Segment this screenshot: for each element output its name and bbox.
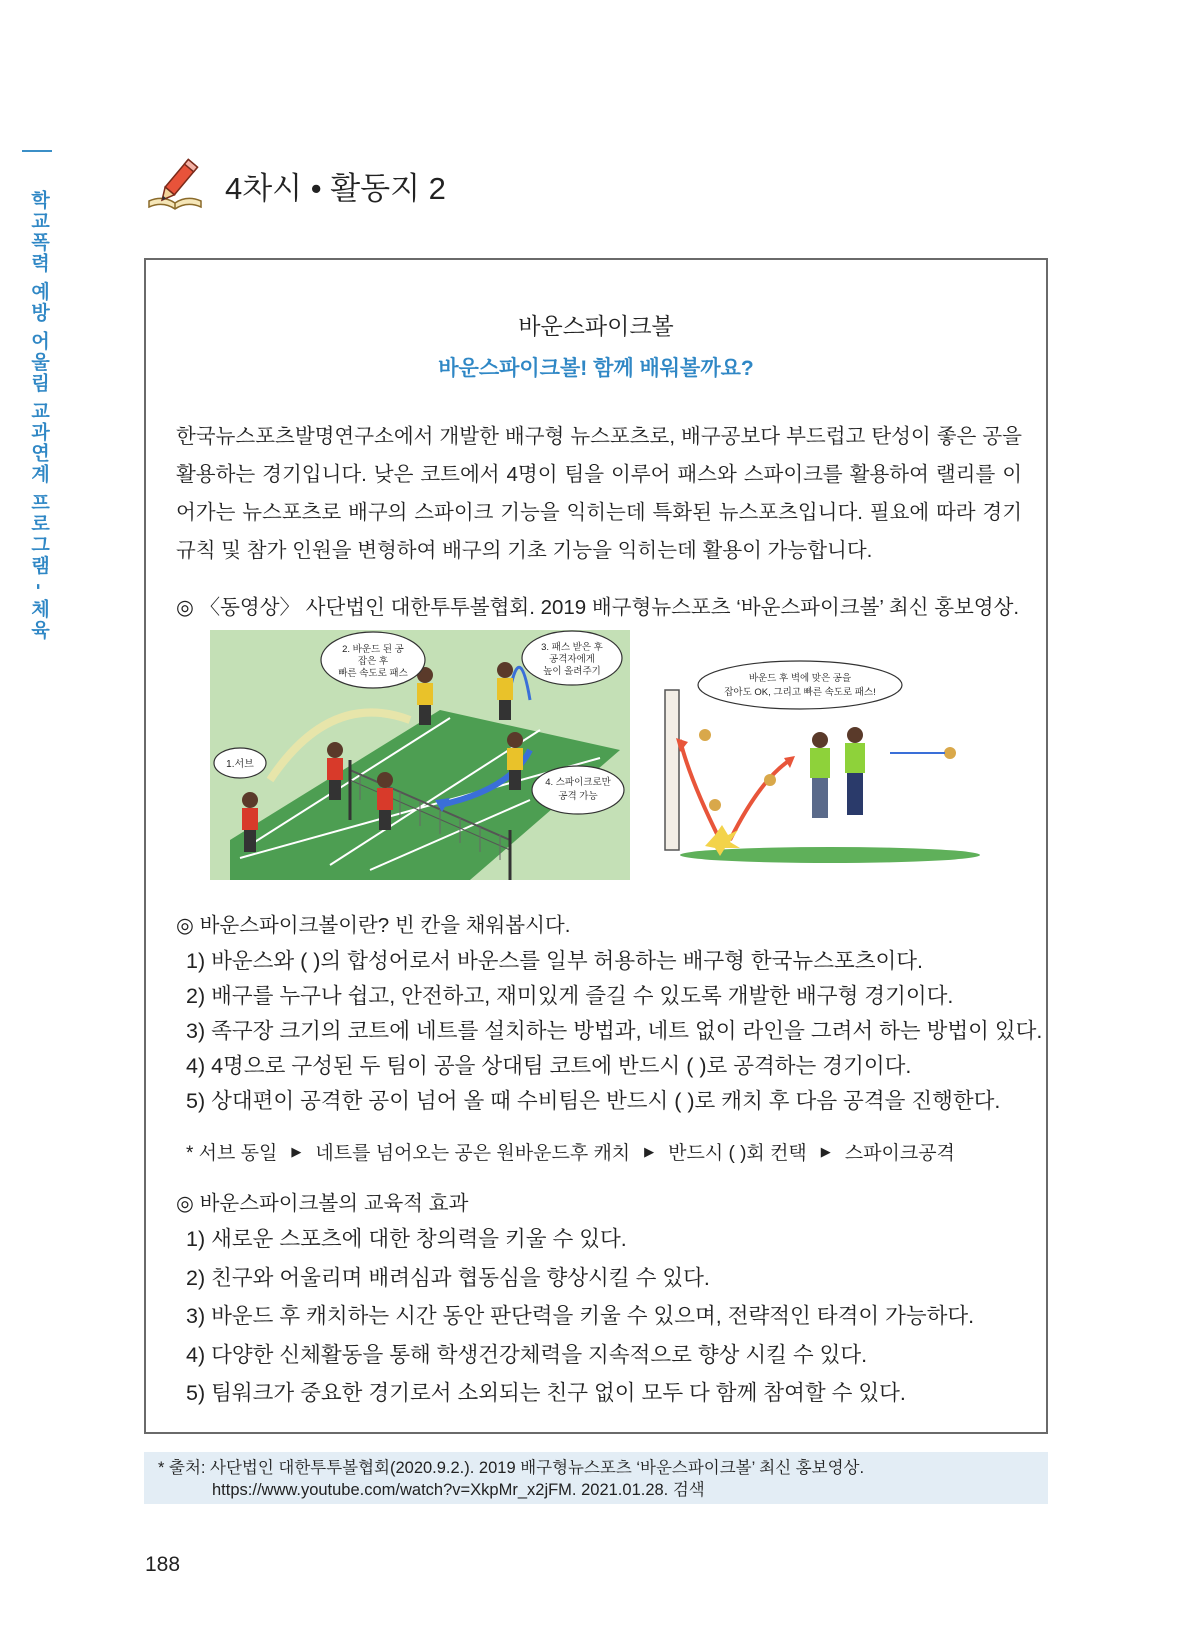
svg-text:잡아도 OK, 그리고 빠른 속도로 패스!: 잡아도 OK, 그리고 빠른 속도로 패스!: [724, 687, 876, 698]
page-header: [145, 155, 446, 215]
source-url: https://www.youtube.com/watch?v=XkpMr_x2jFM. 2021.01.28. 검색: [212, 1481, 705, 1499]
wall-scene: [665, 690, 980, 863]
list-item: 2) 배구를 누구나 쉽고, 안전하고, 재미있게 즐길 수 있도록 개발한 배구형 경기이다.: [186, 984, 954, 1008]
callout-set: [522, 631, 622, 685]
callout-spike: [532, 766, 624, 814]
list-item: 4) 4명으로 구성된 두 팀이 공을 상대팀 코트에 반드시 ( )로 공격하는 경기이다.: [186, 1054, 912, 1078]
page-title: 4차시 • 활동지 2: [225, 170, 446, 206]
list-item: 5) 팀워크가 중요한 경기로서 소외되는 친구 없이 모두 다 함께 참여할 수 있다.: [186, 1381, 906, 1405]
effects-heading: ◎ 바운스파이크볼의 교육적 효과: [176, 1192, 469, 1215]
list-item: 3) 바운드 후 캐치하는 시간 동안 판단력을 키울 수 있으며, 전략적인 타격이 가능하다.: [186, 1304, 975, 1328]
callout-bound-pass: [321, 632, 425, 688]
svg-text:공격 가능: 공격 가능: [558, 791, 598, 802]
activity-sheet-box: [144, 258, 1048, 1434]
callout-wall: [698, 661, 902, 709]
intro-paragraph: 한국뉴스포츠발명연구소에서 개발한 배구형 뉴스포츠로, 배구공보다 부드럽고 탄성이 좋은 공을 활용하는 경기입니다. 낮은 코트에서 4명이 팀을 이루어 패스와 스파이크를 활용하여 랠리를 이어가는 뉴스포츠로 배구의 스파이크 기능을 익히는데 특화된 뉴스포츠입니다. 필요에 따라 경기 규칙 및 참가 인원을 변형하여 배구의 기초 기능을 익히는데 활용이 가능합니다.: [176, 425, 1022, 562]
triangle-right-icon: ▶: [820, 1143, 831, 1159]
svg-text:빠른 속도로 패스: 빠른 속도로 패스: [338, 668, 408, 679]
game-flow-note: [186, 1138, 955, 1165]
note-step: * 서브 동일: [186, 1143, 278, 1164]
effects-list: [186, 1220, 1036, 1413]
source-citation: [144, 1452, 1048, 1504]
note-step: 스파이크공격: [844, 1143, 955, 1164]
game-illustration: [210, 630, 1036, 880]
list-item: 2) 친구와 어울리며 배려심과 협동심을 향상시킬 수 있다.: [186, 1265, 710, 1290]
list-item: 1) 바운스와 ( )의 합성어로서 바운스를 일부 허용하는 배구형 한국뉴스포츠이다.: [186, 949, 924, 973]
video-reference: ◎ 〈동영상〉 사단법인 대한투투볼협회. 2019 배구형뉴스포츠 ‘바운스파이크볼’ 최신 홍보영상.: [176, 596, 1020, 619]
list-item: 1) 새로운 스포츠에 대한 창의력을 키울 수 있다.: [186, 1227, 627, 1251]
side-accent-line: [22, 150, 52, 152]
svg-text:높이 올려주기: 높이 올려주기: [543, 666, 601, 677]
svg-text:3. 패스 받은 후: 3. 패스 받은 후: [541, 642, 603, 653]
note-step: 반드시 ( )회 컨택: [668, 1143, 807, 1164]
svg-text:1.서브: 1.서브: [226, 759, 254, 770]
svg-text:4. 스파이크로만: 4. 스파이크로만: [545, 777, 611, 788]
page-number: 188: [145, 1553, 181, 1576]
pencil-book-icon: [145, 157, 205, 213]
question-list: [186, 944, 1043, 1119]
list-item: 4) 다양한 신체활동을 통해 학생건강체력을 지속적으로 향상 시킬 수 있다.: [186, 1342, 868, 1367]
svg-text:바운드 후 벽에 맞은 공을: 바운드 후 벽에 맞은 공을: [748, 673, 852, 684]
svg-text:공격자에게: 공격자에게: [549, 654, 595, 665]
activity-title: 바운스파이크볼: [518, 313, 674, 339]
question-heading: ◎ 바운스파이크볼이란? 빈 칸을 채워봅시다.: [176, 914, 571, 937]
triangle-right-icon: ▶: [644, 1143, 655, 1159]
callout-serve: [214, 748, 266, 778]
list-item: 3) 족구장 크기의 코트에 네트를 설치하는 방법과, 네트 없이 라인을 그려서 하는 방법이 있다.: [186, 1019, 1043, 1043]
note-step: 네트를 넘어오는 공은 원바운드후 캐치: [315, 1143, 631, 1164]
activity-subtitle: 바운스파이크볼! 함께 배워볼까요?: [438, 357, 754, 380]
svg-text:잡은 후: 잡은 후: [357, 656, 389, 667]
side-title: 학교폭력 예방 어울림 교과연계 프로그램 - 체육: [28, 190, 49, 641]
source-line: * 출처: 사단법인 대한투투볼협회(2020.9.2.). 2019 배구형뉴스포츠 ‘바운스파이크볼’ 최신 홍보영상.: [158, 1459, 865, 1477]
svg-text:2. 바운드 된 공: 2. 바운드 된 공: [342, 644, 404, 655]
list-item: 5) 상대편이 공격한 공이 넘어 올 때 수비팀은 반드시 ( )로 캐치 후 다음 공격을 진행한다.: [186, 1089, 1001, 1113]
triangle-right-icon: ▶: [291, 1143, 302, 1159]
